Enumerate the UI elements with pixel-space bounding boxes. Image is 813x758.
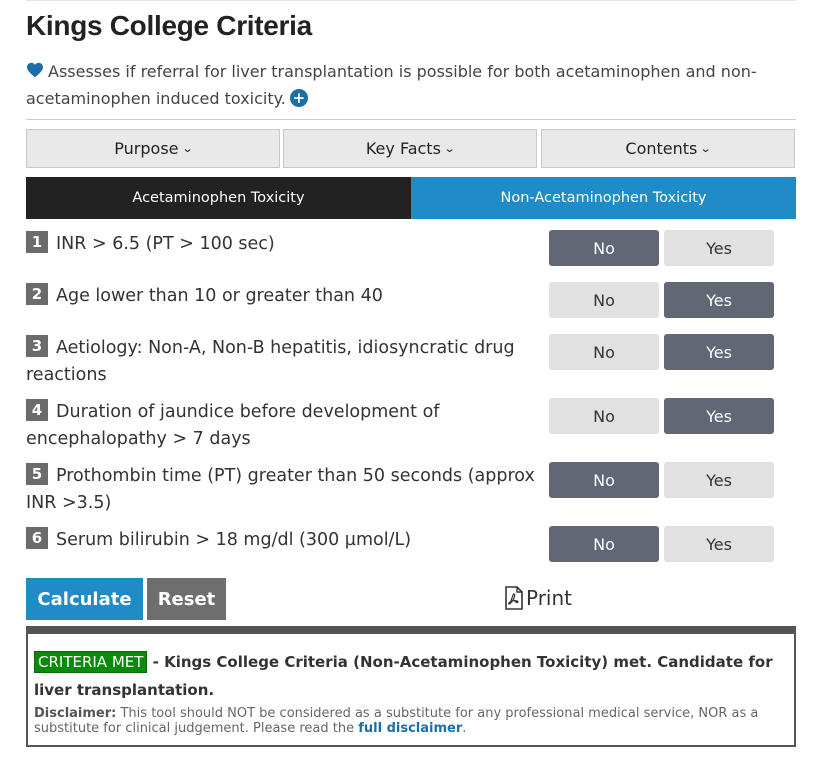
criterion-3-yes-button[interactable]: Yes: [664, 334, 774, 370]
result-panel: [26, 626, 796, 747]
criterion-text: Serum bilirubin > 18 mg/dl (300 µmol/L): [56, 530, 412, 550]
key-facts-button[interactable]: [283, 129, 537, 168]
status-badge: CRITERIA MET: [34, 651, 147, 673]
contents-label: Contents: [625, 139, 698, 158]
criterion-text: Aetiology: Non-A, Non-B hepatitis, idiosyncratic drug reactions: [26, 338, 515, 385]
purpose-button[interactable]: [26, 129, 280, 168]
disclaimer: [34, 706, 790, 736]
criterion-6-no-button[interactable]: No: [549, 526, 659, 562]
print-label: Print: [526, 586, 573, 610]
criterion-text: Prothombin time (PT) greater than 50 seconds (approx INR >3.5): [26, 466, 535, 513]
chevron-down-icon: ⌄: [443, 142, 456, 155]
reset-button[interactable]: Reset: [147, 578, 226, 620]
pdf-icon: [504, 586, 524, 610]
criterion-5-yes-button[interactable]: Yes: [664, 462, 774, 498]
full-disclaimer-link[interactable]: full disclaimer: [358, 721, 463, 736]
criterion-4-yes-button[interactable]: Yes: [664, 398, 774, 434]
chevron-down-icon: ⌄: [181, 142, 194, 155]
plus-circle-icon[interactable]: +: [290, 89, 308, 107]
criterion-4-no-button[interactable]: No: [549, 398, 659, 434]
criterion-text: Age lower than 10 or greater than 40: [56, 286, 383, 306]
criterion-number: 2: [26, 283, 48, 305]
purpose-label: Purpose: [114, 139, 179, 158]
heart-icon[interactable]: [26, 62, 44, 78]
criterion-6: [26, 527, 536, 554]
criterion-5-no-button[interactable]: No: [549, 462, 659, 498]
calculate-button[interactable]: Calculate: [26, 578, 143, 620]
criterion-3-no-button[interactable]: No: [549, 334, 659, 370]
criterion-1-no-button[interactable]: No: [549, 230, 659, 266]
criterion-6-yes-button[interactable]: Yes: [664, 526, 774, 562]
tab-non-acetaminophen[interactable]: Non-Acetaminophen Toxicity: [411, 177, 796, 219]
disclaimer-label: Disclaimer:: [34, 706, 117, 721]
result-message: - Kings College Criteria (Non-Acetaminophen Toxicity) met. Candidate for liver transplantation.: [34, 653, 773, 699]
criterion-2: [26, 283, 536, 310]
criterion-2-no-button[interactable]: No: [549, 282, 659, 318]
top-rule: [26, 0, 796, 1]
print-button[interactable]: [504, 586, 572, 610]
divider: [26, 119, 796, 120]
disclaimer-end: .: [462, 721, 467, 736]
key-facts-label: Key Facts: [365, 139, 441, 158]
description: [26, 58, 786, 112]
criterion-number: 6: [26, 527, 48, 549]
criterion-4: [26, 399, 536, 453]
criterion-text: INR > 6.5 (PT > 100 sec): [56, 234, 275, 254]
criterion-5: [26, 463, 536, 517]
criterion-number: 4: [26, 399, 48, 421]
description-text: Assesses if referral for liver transplantation is possible for both acetaminophen and non-acetaminophen induced toxicity.: [26, 62, 757, 108]
page-title: Kings College Criteria: [26, 10, 312, 41]
criterion-1-yes-button[interactable]: Yes: [664, 230, 774, 266]
contents-button[interactable]: [541, 129, 795, 168]
criterion-text: Duration of jaundice before development of encephalopathy > 7 days: [26, 402, 440, 449]
criterion-1: [26, 231, 536, 258]
chevron-down-icon: ⌄: [699, 142, 712, 155]
disclaimer-text: This tool should NOT be considered as a substitute for any professional medical service, NOR as a substitute for clinical judgement. Please read the: [34, 706, 759, 736]
result-text: [34, 648, 784, 704]
criterion-number: 5: [26, 463, 48, 485]
criterion-2-yes-button[interactable]: Yes: [664, 282, 774, 318]
tab-acetaminophen[interactable]: Acetaminophen Toxicity: [26, 177, 411, 219]
criterion-number: 1: [26, 231, 48, 253]
criterion-number: 3: [26, 335, 48, 357]
criterion-3: [26, 335, 536, 389]
